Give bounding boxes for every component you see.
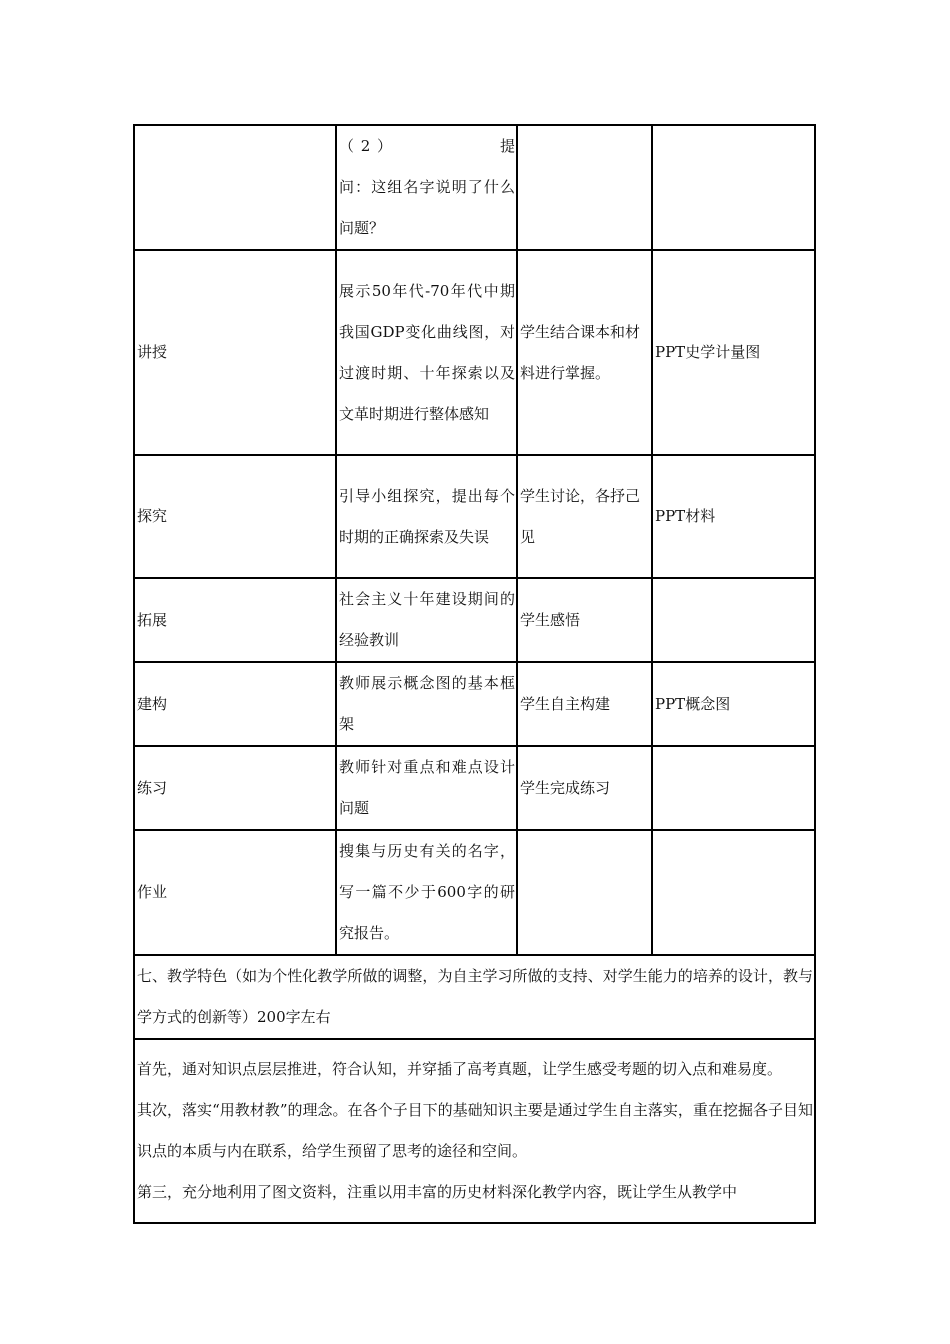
teacher-activity-cell: 搜集与历史有关的名字，写一篇不少于600字的研究报告。 xyxy=(336,830,517,955)
table-row xyxy=(134,250,815,455)
teaching-features-cell xyxy=(134,1039,815,1223)
resource-cell xyxy=(652,830,815,955)
teacher-activity-cell: 教师展示概念图的基本框架 xyxy=(336,662,517,746)
student-activity-cell xyxy=(517,830,652,955)
table-row xyxy=(134,125,815,250)
teacher-activity-cell xyxy=(336,125,517,250)
feature-paragraph: 第三，充分地利用了图文资料，注重以用丰富的历史材料深化教学内容，既让学生从教学中 xyxy=(137,1183,738,1201)
table-row xyxy=(134,578,815,662)
teacher-activity-cell: 教师针对重点和难点设计问题 xyxy=(336,746,517,830)
stage-cell: 练习 xyxy=(134,746,336,830)
student-activity-cell xyxy=(517,125,652,250)
stage-cell: 建构 xyxy=(134,662,336,746)
student-activity-cell: 学生感悟 xyxy=(517,578,652,662)
stage-cell: 拓展 xyxy=(134,578,336,662)
student-activity-cell: 学生自主构建 xyxy=(517,662,652,746)
student-activity-cell: 学生讨论，各抒己见 xyxy=(517,455,652,578)
table-row xyxy=(134,455,815,578)
feature-paragraph: 首先，通对知识点层层推进，符合认知，并穿插了高考真题，让学生感受考题的切入点和难易度。 xyxy=(137,1060,783,1078)
teacher-activity-text: 问：这组名字说明了什么问题？ xyxy=(339,178,515,237)
lesson-plan-table xyxy=(133,124,816,1224)
resource-cell xyxy=(652,578,815,662)
teacher-activity-cell: 引导小组探究，提出每个时期的正确探索及失误 xyxy=(336,455,517,578)
stage-cell: 探究 xyxy=(134,455,336,578)
table-row xyxy=(134,662,815,746)
resource-cell: PPT材料 xyxy=(652,455,815,578)
teacher-activity-cell: 社会主义十年建设期间的经验教训 xyxy=(336,578,517,662)
feature-paragraph: 其次，落实“用教材教”的理念。在各个子目下的基础知识主要是通过学生自主落实，重在挖掘各子目知识点的本质与内在联系，给学生预留了思考的途径和空间。 xyxy=(137,1101,813,1160)
resource-cell xyxy=(652,125,815,250)
table-row xyxy=(134,746,815,830)
resource-cell xyxy=(652,746,815,830)
table-row xyxy=(134,830,815,955)
resource-cell: PPT概念图 xyxy=(652,662,815,746)
section-heading-row xyxy=(134,955,815,1039)
student-activity-cell: 学生完成练习 xyxy=(517,746,652,830)
teaching-features-row xyxy=(134,1039,815,1223)
teacher-activity-cell: 展示50年代-70年代中期我国GDP变化曲线图，对过渡时期、十年探索以及文革时期进行整体感知 xyxy=(336,250,517,455)
stage-cell xyxy=(134,125,336,250)
resource-cell: PPT史学计量图 xyxy=(652,250,815,455)
teacher-activity-first-line: （2） 提 xyxy=(339,137,515,155)
stage-cell: 讲授 xyxy=(134,250,336,455)
student-activity-cell: 学生结合课本和材料进行掌握。 xyxy=(517,250,652,455)
stage-cell: 作业 xyxy=(134,830,336,955)
section-title: 七、教学特色（如为个性化教学所做的调整，为自主学习所做的支持、对学生能力的培养的设计，教与学方式的创新等）200字左右 xyxy=(134,955,815,1039)
